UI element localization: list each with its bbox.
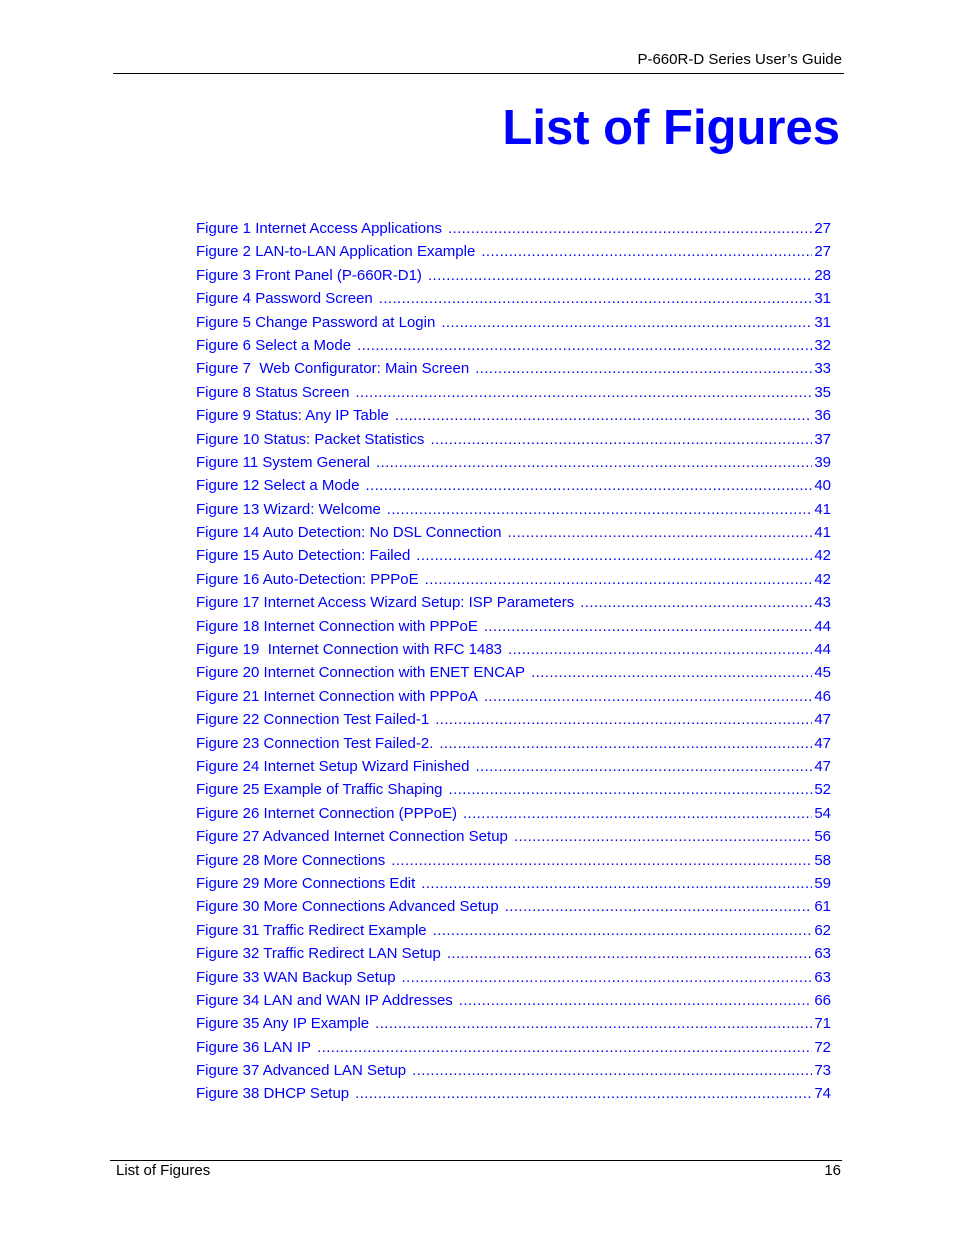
toc-dot-leader <box>484 615 812 638</box>
toc-dot-leader <box>317 1036 812 1059</box>
toc-dot-leader <box>580 591 812 614</box>
toc-dot-leader <box>439 732 812 755</box>
toc-dot-leader <box>441 311 812 334</box>
toc-entry[interactable] <box>196 1082 831 1105</box>
toc-entry-label: Figure 14 Auto Detection: No DSL Connection <box>196 524 502 542</box>
toc-entry-page: 27 <box>814 220 831 237</box>
toc-entry[interactable] <box>196 919 831 942</box>
toc-entry[interactable] <box>196 568 831 591</box>
toc-dot-leader <box>481 240 812 263</box>
toc-entry[interactable] <box>196 591 831 614</box>
toc-entry-label: Figure 10 Status: Packet Statistics <box>196 430 425 448</box>
toc-entry-page: 45 <box>814 664 831 682</box>
toc-entry[interactable] <box>196 708 831 731</box>
toc-entry-page: 28 <box>814 266 831 284</box>
toc-entry-label: Figure 15 Auto Detection: Failed <box>196 547 411 565</box>
toc-entry-label: Figure 28 More Connections <box>196 851 386 869</box>
toc-entry[interactable] <box>196 498 831 521</box>
toc-entry-label: Figure 20 Internet Connection with ENET ENCAP <box>196 664 526 682</box>
toc-entry[interactable] <box>196 966 831 989</box>
toc-dot-leader <box>379 287 813 310</box>
toc-dot-leader <box>355 1082 812 1105</box>
toc-dot-leader <box>507 521 812 544</box>
toc-entry-page: 52 <box>814 781 831 799</box>
toc-entry-page: 72 <box>814 1038 831 1056</box>
toc-entry-page: 74 <box>814 1085 831 1103</box>
toc-entry[interactable] <box>196 1036 831 1059</box>
toc-entry-label: Figure 6 Select a Mode <box>196 336 352 354</box>
toc-entry-label: Figure 30 More Connections Advanced Setup <box>196 898 499 916</box>
toc-entry[interactable] <box>196 1012 831 1035</box>
toc-dot-leader <box>387 498 813 521</box>
toc-entry[interactable] <box>196 334 831 357</box>
toc-entry-page: 37 <box>814 430 831 448</box>
toc-entry[interactable] <box>196 989 831 1012</box>
toc-entry-label: Figure 27 Advanced Internet Connection Setup <box>196 828 508 846</box>
toc-entry[interactable] <box>196 895 831 918</box>
toc-dot-leader <box>425 568 813 591</box>
toc-dot-leader <box>428 264 812 287</box>
toc-entry[interactable] <box>196 732 831 755</box>
toc-entry-page: 41 <box>814 524 831 542</box>
toc-entry-label: Figure 12 Select a Mode <box>196 477 360 495</box>
toc-entry-label: Figure 9 Status: Any IP Table <box>196 407 389 425</box>
footer-page-number: 16 <box>824 1162 841 1179</box>
table-of-figures <box>196 217 831 1106</box>
toc-dot-leader <box>514 825 812 848</box>
toc-entry-label: Figure 23 Connection Test Failed-2. <box>196 734 434 752</box>
toc-entry-page: 47 <box>814 734 831 752</box>
toc-entry-page: 35 <box>814 383 831 401</box>
toc-dot-leader <box>449 778 813 801</box>
toc-entry-page: 44 <box>814 617 831 635</box>
toc-dot-leader <box>375 1012 812 1035</box>
toc-entry-label: Figure 29 More Connections Edit <box>196 874 416 892</box>
toc-entry-page: 41 <box>814 500 831 518</box>
toc-entry-page: 42 <box>814 547 831 565</box>
toc-dot-leader <box>376 451 812 474</box>
toc-entry-page: 54 <box>814 804 831 822</box>
toc-entry-label: Figure 4 Password Screen <box>196 290 373 308</box>
toc-entry-page: 44 <box>814 641 831 659</box>
toc-dot-leader <box>435 708 812 731</box>
toc-dot-leader <box>421 872 812 895</box>
toc-entry-label: Figure 17 Internet Access Wizard Setup: ISP Parameters <box>196 594 575 612</box>
toc-entry-label: Figure 33 WAN Backup Setup <box>196 968 396 986</box>
toc-entry-page: 61 <box>814 898 831 916</box>
toc-entry[interactable] <box>196 802 831 825</box>
toc-entry-label: Figure 21 Internet Connection with PPPoA <box>196 687 478 705</box>
toc-dot-leader <box>447 942 812 965</box>
footer-section-title: List of Figures <box>116 1162 211 1179</box>
toc-entry-label: Figure 11 System General <box>196 453 370 471</box>
toc-entry[interactable] <box>196 661 831 684</box>
toc-entry[interactable] <box>196 778 831 801</box>
toc-dot-leader <box>433 919 813 942</box>
toc-entry[interactable] <box>196 825 831 848</box>
toc-entry[interactable] <box>196 615 831 638</box>
toc-entry[interactable] <box>196 217 831 240</box>
toc-entry-page: 73 <box>814 1062 831 1080</box>
toc-dot-leader <box>402 966 813 989</box>
toc-dot-leader <box>448 217 812 240</box>
toc-entry-page: 62 <box>814 921 831 939</box>
toc-entry[interactable] <box>196 685 831 708</box>
toc-entry[interactable] <box>196 451 831 474</box>
toc-entry-label: Figure 1 Internet Access Applications <box>196 220 442 237</box>
toc-entry[interactable] <box>196 872 831 895</box>
toc-entry-label: Figure 18 Internet Connection with PPPoE <box>196 617 478 635</box>
toc-entry-label: Figure 37 Advanced LAN Setup <box>196 1062 407 1080</box>
toc-entry-label: Figure 3 Front Panel (P-660R-D1) <box>196 266 422 284</box>
toc-dot-leader <box>531 661 812 684</box>
toc-entry-page: 43 <box>814 594 831 612</box>
toc-entry[interactable] <box>196 638 831 661</box>
toc-entry-label: Figure 2 LAN-to-LAN Application Example <box>196 243 476 261</box>
toc-entry-page: 47 <box>814 757 831 775</box>
toc-dot-leader <box>475 755 812 778</box>
toc-entry-label: Figure 19 Internet Connection with RFC 1483 <box>196 641 502 659</box>
toc-dot-leader <box>416 544 812 567</box>
toc-entry-label: Figure 36 LAN IP <box>196 1038 312 1056</box>
toc-entry-page: 32 <box>814 336 831 354</box>
running-header: P-660R-D Series User’s Guide <box>637 51 842 68</box>
toc-entry-page: 63 <box>814 968 831 986</box>
toc-entry[interactable] <box>196 1059 831 1082</box>
toc-dot-leader <box>505 895 813 918</box>
toc-entry-label: Figure 13 Wizard: Welcome <box>196 500 381 518</box>
toc-entry[interactable] <box>196 942 831 965</box>
toc-entry[interactable] <box>196 521 831 544</box>
toc-entry-page: 59 <box>814 874 831 892</box>
toc-entry-page: 31 <box>814 290 831 308</box>
toc-entry-page: 46 <box>814 687 831 705</box>
toc-entry-page: 42 <box>814 570 831 588</box>
toc-entry-page: 40 <box>814 477 831 495</box>
toc-entry-label: Figure 22 Connection Test Failed-1 <box>196 711 430 729</box>
toc-entry[interactable] <box>196 240 831 263</box>
toc-dot-leader <box>459 989 813 1012</box>
toc-dot-leader <box>391 849 812 872</box>
toc-dot-leader <box>484 685 812 708</box>
toc-entry-label: Figure 8 Status Screen <box>196 383 350 401</box>
toc-entry-page: 71 <box>814 1015 831 1033</box>
toc-entry-page: 66 <box>814 991 831 1009</box>
toc-dot-leader <box>395 404 812 427</box>
toc-entry-page: 56 <box>814 828 831 846</box>
toc-entry-page: 33 <box>814 360 831 378</box>
footer-divider <box>110 1160 842 1161</box>
toc-entry[interactable] <box>196 544 831 567</box>
toc-entry-page: 27 <box>814 243 831 261</box>
toc-dot-leader <box>508 638 812 661</box>
toc-entry-label: Figure 26 Internet Connection (PPPoE) <box>196 804 457 822</box>
toc-entry-page: 31 <box>814 313 831 331</box>
toc-dot-leader <box>357 334 812 357</box>
toc-entry[interactable] <box>196 755 831 778</box>
toc-entry-page: 39 <box>814 453 831 471</box>
toc-entry-page: 58 <box>814 851 831 869</box>
page-title: List of Figures <box>502 101 840 155</box>
toc-entry[interactable] <box>196 311 831 334</box>
toc-entry-label: Figure 32 Traffic Redirect LAN Setup <box>196 945 441 963</box>
toc-entry-page: 36 <box>814 407 831 425</box>
toc-entry-label: Figure 5 Change Password at Login <box>196 313 436 331</box>
toc-entry[interactable] <box>196 404 831 427</box>
toc-entry-label: Figure 35 Any IP Example <box>196 1015 370 1033</box>
toc-entry[interactable] <box>196 287 831 310</box>
toc-entry-label: Figure 31 Traffic Redirect Example <box>196 921 427 939</box>
toc-entry-label: Figure 34 LAN and WAN IP Addresses <box>196 991 453 1009</box>
toc-entry[interactable] <box>196 474 831 497</box>
toc-entry-page: 47 <box>814 711 831 729</box>
toc-entry[interactable] <box>196 264 831 287</box>
toc-dot-leader <box>430 428 812 451</box>
toc-entry-label: Figure 24 Internet Setup Wizard Finished <box>196 757 470 775</box>
toc-entry[interactable] <box>196 428 831 451</box>
toc-entry-page: 63 <box>814 945 831 963</box>
toc-dot-leader <box>355 381 812 404</box>
toc-entry-label: Figure 38 DHCP Setup <box>196 1085 350 1103</box>
toc-dot-leader <box>475 357 812 380</box>
toc-entry-label: Figure 7 Web Configurator: Main Screen <box>196 360 470 378</box>
toc-entry-label: Figure 25 Example of Traffic Shaping <box>196 781 443 799</box>
header-divider <box>113 73 844 74</box>
toc-dot-leader <box>365 474 812 497</box>
toc-entry[interactable] <box>196 357 831 380</box>
toc-entry[interactable] <box>196 381 831 404</box>
toc-entry[interactable] <box>196 849 831 872</box>
toc-entry-label: Figure 16 Auto-Detection: PPPoE <box>196 570 419 588</box>
toc-dot-leader <box>412 1059 812 1082</box>
toc-dot-leader <box>463 802 812 825</box>
